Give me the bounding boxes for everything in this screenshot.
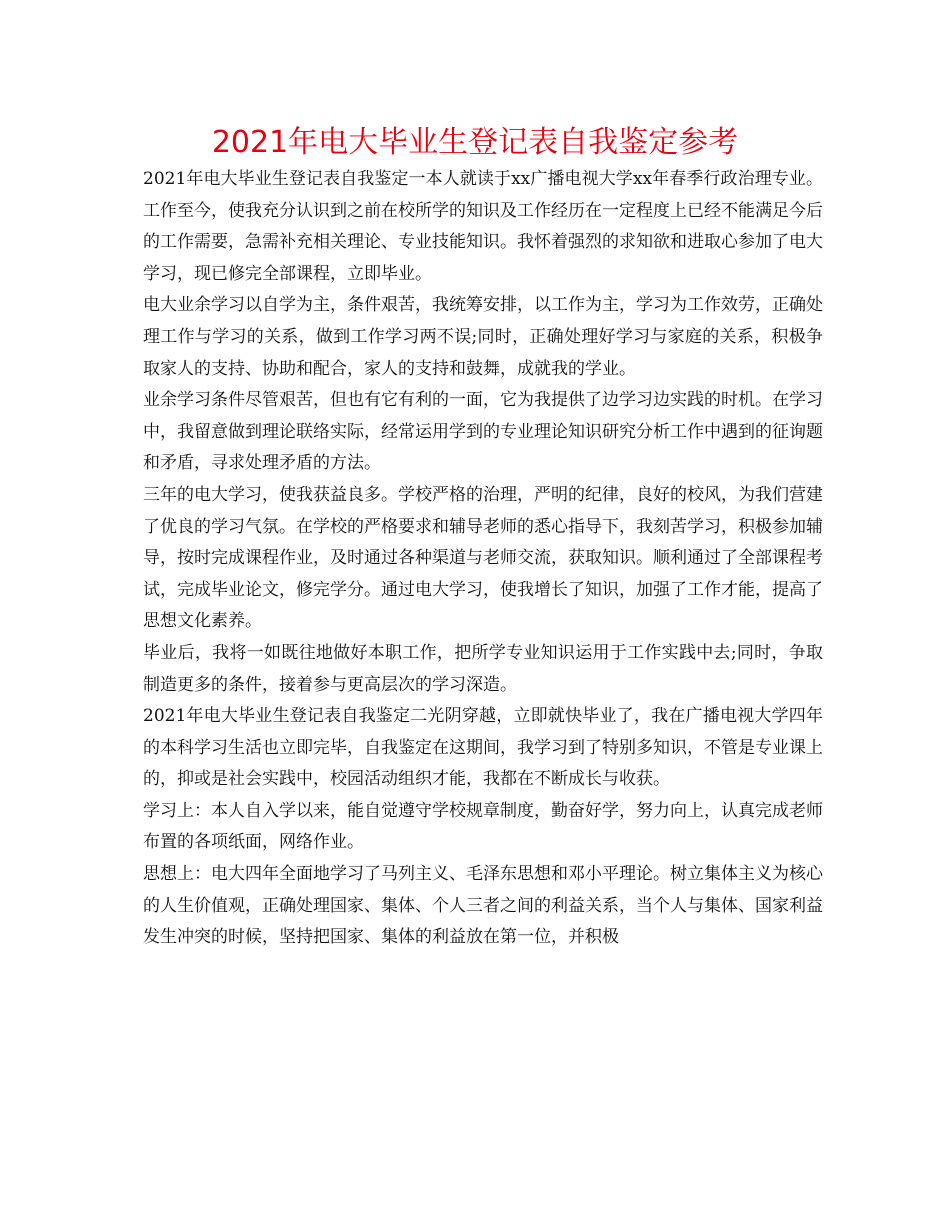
paragraph-1: 2021年电大毕业生登记表自我鉴定一本人就读于xx广播电视大学xx年春季行政治理专业。工作至今，使我充分认识到之前在校所学的知识及工作经历在一定程度上已经不能满足今后的工作需要，急需补充相关理论、专业技能知识。我怀着强烈的求知欲和进取心参加了电大学习，现已修完全部课程，立即毕业。 [143, 169, 823, 284]
paragraph-5: 毕业后，我将一如既往地做好本职工作，把所学专业知识运用于工作实践中去;同时，争取制造更多的条件，接着参与更高层次的学习深造。 [143, 642, 823, 695]
paragraph-4: 三年的电大学习，使我获益良多。学校严格的治理，严明的纪律，良好的校风，为我们营建了优良的学习气氛。在学校的严格要求和辅导老师的悉心指导下，我刻苦学习，积极参加辅导，按时完成课程作业，及时通过各种渠道与老师交流，获取知识。顺利通过了全部课程考试，完成毕业论文，修完学分。通过电大学习，使我增长了知识，加强了工作才能，提高了思想文化素养。 [143, 484, 823, 632]
paragraph-2: 电大业余学习以自学为主，条件艰苦，我统筹安排，以工作为主，学习为工作效劳，正确处理工作与学习的关系，做到工作学习两不误;同时，正确处理好学习与家庭的关系，积极争取家人的支持、协助和配合，家人的支持和鼓舞，成就我的学业。 [143, 295, 823, 379]
document-title: 2021年电大毕业生登记表自我鉴定参考 [211, 125, 739, 160]
paragraph-3: 业余学习条件尽管艰苦，但也有它有利的一面，它为我提供了边学习边实践的时机。在学习中，我留意做到理论联络实际，经常运用学到的专业理论知识研究分析工作中遇到的征询题和矛盾，寻求处理矛盾的方法。 [143, 390, 823, 474]
paragraph-6: 2021年电大毕业生登记表自我鉴定二光阴穿越，立即就快毕业了，我在广播电视大学四年的本科学习生活也立即完毕，自我鉴定在这期间，我学习到了特别多知识，不管是专业课上的，抑或是社会实践中，校园活动组织才能，我都在不断成长与收获。 [143, 706, 823, 790]
paragraph-7: 学习上：本人自入学以来，能自觉遵守学校规章制度，勤奋好学，努力向上，认真完成老师布置的各项纸面，网络作业。 [143, 800, 823, 853]
document-body [143, 164, 823, 954]
paragraph-8: 思想上：电大四年全面地学习了马列主义、毛泽东思想和邓小平理论。树立集体主义为核心的人生价值观，正确处理国家、集体、个人三者之间的利益关系，当个人与集体、国家利益发生冲突的时候，坚持把国家、集体的利益放在第一位，并积极 [143, 864, 823, 948]
